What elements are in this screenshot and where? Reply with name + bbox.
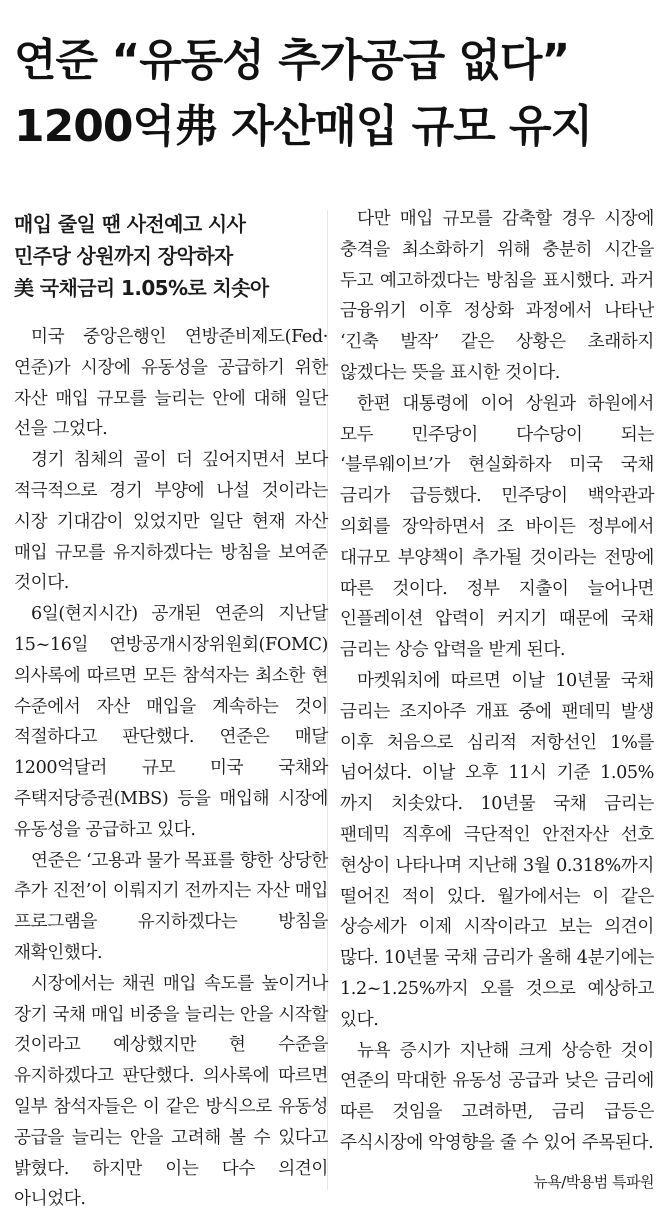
right-column bbox=[340, 204, 654, 1198]
byline: 뉴욕/박용범 특파원 bbox=[533, 1172, 654, 1191]
body-paragraph: 다만 매입 규모를 감축할 경우 시장에 충격을 최소화하기 위해 충분히 시간을 두고 예고하겠다는 방침을 표시했다. 과거 금융위기 이후 정상화 과정에서 나타난 ‘긴축 발작’ 같은 상황은 초래하지 않겠다는 뜻을 표시한 것이다. bbox=[340, 209, 654, 383]
subheadline-3: 美 국채금리 1.05%로 치솟아 bbox=[14, 276, 269, 300]
body-paragraph: 경기 침체의 골이 더 깊어지면서 보다 적극적으로 경기 부양에 나설 것이라는 시장 기대감이 있었지만 일단 현재 자산 매입 규모를 유지하겠다는 방침을 보여준 것이다. bbox=[14, 450, 328, 594]
headline-line-2: 1200억弗 자산매입 규모 유지 bbox=[14, 101, 592, 152]
headline-line-1: 연준 “유동성 추가공급 없다” bbox=[14, 35, 570, 86]
subheadline-1: 매입 줄일 땐 사전예고 시사 bbox=[14, 212, 246, 236]
body-paragraph: 한편 대통령에 이어 상원과 하원에서 모두 민주당이 다수당이 되는 ‘블루웨이브’가 현실화하자 미국 국채 금리가 급등했다. 민주당이 백악관과 의회를 장악하면서 조 바이든 정부에서 대규모 부양책이 추가될 것이라는 전망에 따른 것이다. 정부 지출이 늘어나면 인플레이션 압력이 커지기 때문에 국채 금리는 상승 압력을 받게 된다. bbox=[340, 393, 654, 661]
left-column bbox=[14, 204, 328, 1215]
subheadlines bbox=[14, 208, 328, 304]
body-paragraph: 미국 중앙은행인 연방준비제도(Fed·연준)가 시장에 유동성을 공급하기 위한 자산 매입 규모를 늘리는 안에 대해 일단 선을 그었다. bbox=[14, 327, 328, 440]
body-paragraph: 뉴욕 증시가 지난해 크게 상승한 것이 연준의 막대한 유동성 공급과 낮은 금리에 따른 것임을 고려하면, 금리 급등은 주식시장에 악영향을 줄 수 있어 주목된다. bbox=[340, 1040, 654, 1153]
body-paragraph: 연준은 ‘고용과 물가 목표를 향한 상당한 추가 진전’이 이뤄지기 전까지는 자산 매입 프로그램을 유지하겠다는 방침을 재확인했다. bbox=[14, 850, 328, 963]
headline bbox=[14, 28, 654, 160]
subheadline-2: 민주당 상원까지 장악하자 bbox=[14, 244, 233, 268]
body-paragraph: 시장에서는 채권 매입 속도를 높이거나 장기 국채 매입 비중을 늘리는 안을 시작할 것이라고 예상했지만 현 수준을 유지하겠다고 판단했다. 의사록에 따르면 일부 참석자들은 이 같은 방식으로 유동성 공급을 늘리는 안을 고려해 볼 수 있다고 밝혔다. 하지만 이는 다수 의견이 아니었다. bbox=[14, 973, 328, 1210]
body-paragraph: 6일(현지시간) 공개된 연준의 지난달 15~16일 연방공개시장위원회(FOMC) 의사록에 따르면 모든 참석자는 최소한 현 수준에서 자산 매입을 계속하는 것이 적절하다고 판단했다. 연준은 매달 1200억달러 규모 미국 국채와 주택저당증권(MBS) 등을 매입해 시장에 유동성을 공급하고 있다. bbox=[14, 604, 328, 840]
body-paragraph: 마켓워치에 따르면 이날 10년물 국채 금리는 조지아주 개표 중에 팬데믹 발생 이후 처음으로 심리적 저항선인 1%를 넘어섰다. 이날 오후 11시 기준 1.05%까지 치솟았다. 10년물 국채 금리는 팬데믹 직후에 극단적인 안전자산 선호 현상이 나타나며 지난해 3월 0.318%까지 떨어진 적이 있다. 월가에서는 이 같은 상승세가 이제 시작이라고 보는 의견이 많다. 10년물 국채 금리가 올해 4분기에는 1.2~1.25%까지 오를 것으로 예상하고 있다. bbox=[340, 670, 654, 1030]
